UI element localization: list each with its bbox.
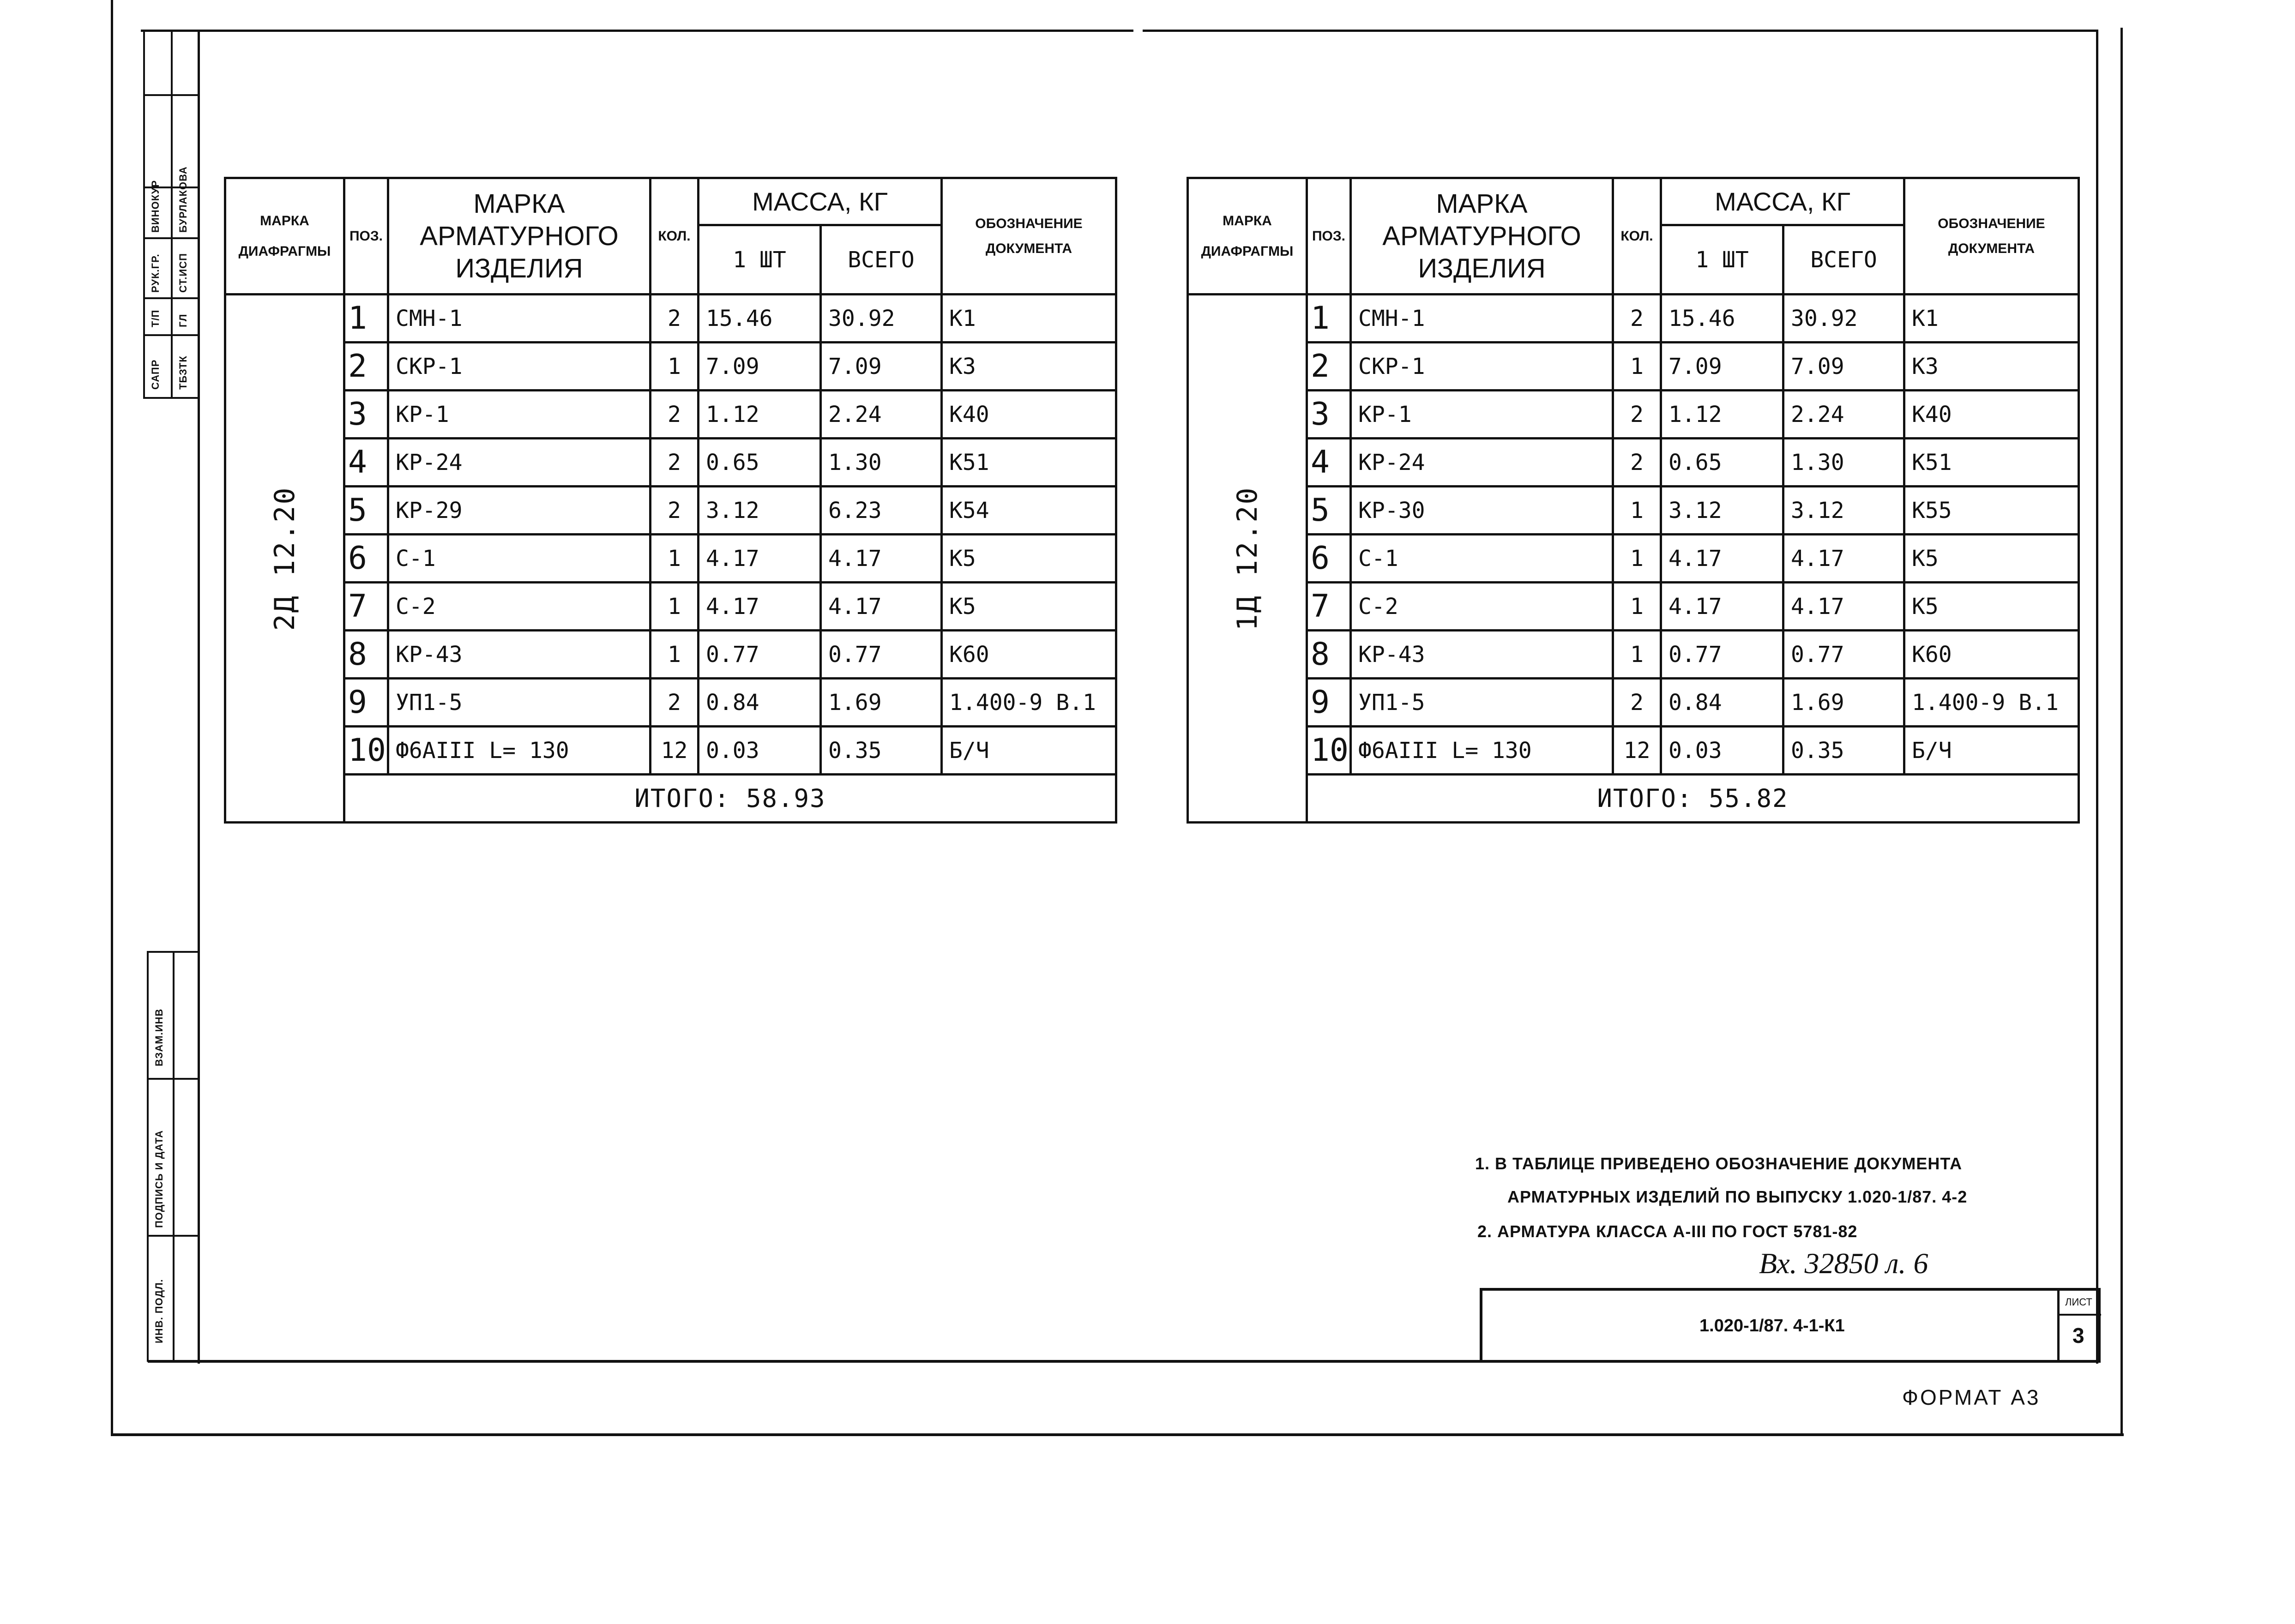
stamp-bottom — [147, 951, 199, 1362]
position-number: 1 — [344, 295, 388, 343]
sheet-label: ЛИСТ — [2065, 1296, 2092, 1308]
position-number: 1 — [1307, 295, 1351, 343]
mass-total: 1.30 — [821, 439, 942, 487]
item-mark: КР-43 — [1351, 631, 1613, 679]
document-ref: Б/Ч — [1904, 727, 2079, 775]
stamp-top — [143, 30, 199, 399]
mass-total: 2.24 — [1783, 391, 1904, 439]
mass-one: 7.09 — [1661, 343, 1783, 391]
header-marka-diafragmy: МАРКА ДИАФРАГМЫ — [225, 178, 344, 295]
position-number: 4 — [344, 439, 388, 487]
item-mark: КР-24 — [1351, 439, 1613, 487]
frame-bottom-outer — [111, 1433, 2124, 1436]
table-row — [225, 583, 1116, 631]
stamp-tp: Т/П — [150, 309, 161, 327]
format-label: ФОРМАТ А3 — [1902, 1385, 2041, 1409]
document-ref: К54 — [942, 487, 1116, 535]
mass-total: 4.17 — [821, 535, 942, 583]
header-pos: ПОЗ. — [344, 178, 388, 295]
mass-total: 0.35 — [821, 727, 942, 775]
item-mark: УП1-5 — [388, 679, 651, 727]
mass-one: 0.65 — [699, 439, 821, 487]
mass-total: 30.92 — [821, 295, 942, 343]
item-mark: С-2 — [1351, 583, 1613, 631]
rows-right — [1188, 295, 2079, 823]
position-number: 8 — [344, 631, 388, 679]
document-ref: К60 — [1904, 631, 2079, 679]
item-mark: КР-29 — [388, 487, 651, 535]
header-total: ВСЕГО — [1783, 225, 1904, 295]
table-row — [1188, 295, 2079, 343]
mass-total: 4.17 — [821, 583, 942, 631]
table-row — [225, 631, 1116, 679]
mass-one: 7.09 — [699, 343, 821, 391]
document-ref: 1.400-9 В.1 — [1904, 679, 2079, 727]
frame-top-left — [141, 30, 1133, 32]
mass-one: 0.84 — [1661, 679, 1783, 727]
header-massa: МАССА, КГ — [699, 178, 942, 225]
frame-right-inner — [2096, 30, 2098, 1364]
table-row — [225, 391, 1116, 439]
table-row — [225, 343, 1116, 391]
quantity: 1 — [1613, 583, 1661, 631]
mass-one: 1.12 — [1661, 391, 1783, 439]
table-row — [1188, 439, 2079, 487]
item-mark: КР-1 — [1351, 391, 1613, 439]
rows-left — [225, 295, 1116, 823]
stamp-podpis-data: ПОДПИСЬ И ДАТА — [153, 1130, 165, 1228]
document-ref: К1 — [1904, 295, 2079, 343]
position-number: 10 — [1307, 727, 1351, 775]
mass-one: 4.17 — [699, 583, 821, 631]
total-mass: ИТОГО: 58.93 — [344, 775, 1116, 823]
quantity: 2 — [1613, 295, 1661, 343]
document-ref: 1.400-9 В.1 — [942, 679, 1116, 727]
table-row — [1188, 391, 2079, 439]
quantity: 2 — [651, 295, 699, 343]
mass-total: 1.69 — [1783, 679, 1904, 727]
document-ref: К5 — [1904, 583, 2079, 631]
diaphragm-mark: 1Д 12.20 — [1231, 486, 1264, 631]
item-mark: С-1 — [388, 535, 651, 583]
header-marka-izdeliya: МАРКА АРМАТУРНОГО ИЗДЕЛИЯ — [388, 178, 651, 295]
mass-one: 15.46 — [1661, 295, 1783, 343]
mass-total: 0.77 — [1783, 631, 1904, 679]
item-mark: УП1-5 — [1351, 679, 1613, 727]
header-one: 1 ШТ — [1661, 225, 1783, 295]
header-marka-izdeliya: МАРКА АРМАТУРНОГО ИЗДЕЛИЯ — [1351, 178, 1613, 295]
diaphragm-mark-cell — [1188, 295, 1307, 823]
quantity: 2 — [651, 439, 699, 487]
item-mark: С-2 — [388, 583, 651, 631]
stamp-vzam-inv: ВЗАМ.ИНВ — [153, 1008, 165, 1066]
stamp-burlakova: БУРЛАКОВА — [177, 166, 189, 233]
frame-left-outer — [111, 0, 113, 1436]
mass-total: 6.23 — [821, 487, 942, 535]
note-2: 2. АРМАТУРА КЛАССА А-III ПО ГОСТ 5781-82 — [1477, 1222, 1858, 1241]
table-row — [1188, 487, 2079, 535]
mass-one: 3.12 — [1661, 487, 1783, 535]
item-mark: Ф6АIII L= 130 — [388, 727, 651, 775]
position-number: 5 — [344, 487, 388, 535]
table-row — [1188, 631, 2079, 679]
item-mark: Ф6АIII L= 130 — [1351, 727, 1613, 775]
mass-total: 3.12 — [1783, 487, 1904, 535]
position-number: 4 — [1307, 439, 1351, 487]
quantity: 1 — [1613, 343, 1661, 391]
item-mark: СКР-1 — [388, 343, 651, 391]
header-kol: КОЛ. — [651, 178, 699, 295]
item-mark: КР-24 — [388, 439, 651, 487]
stamp-ruk-gr: РУК.ГР. — [150, 253, 161, 293]
item-mark: СКР-1 — [1351, 343, 1613, 391]
position-number: 5 — [1307, 487, 1351, 535]
header-doc: ОБОЗНАЧЕНИЕ ДОКУМЕНТА — [1904, 178, 2079, 295]
mass-total: 2.24 — [821, 391, 942, 439]
total-mass: ИТОГО: 55.82 — [1307, 775, 2079, 823]
mass-total: 7.09 — [821, 343, 942, 391]
quantity: 1 — [651, 583, 699, 631]
mass-one: 4.17 — [1661, 535, 1783, 583]
table-row — [1188, 583, 2079, 631]
document-ref: К60 — [942, 631, 1116, 679]
mass-total: 4.17 — [1783, 583, 1904, 631]
mass-total: 4.17 — [1783, 535, 1904, 583]
document-ref: К3 — [1904, 343, 2079, 391]
stamp-sapr: САПР — [150, 359, 161, 390]
document-ref: К51 — [1904, 439, 2079, 487]
total-row — [225, 775, 1116, 823]
table-row — [225, 487, 1116, 535]
mass-one: 15.46 — [699, 295, 821, 343]
mass-one: 1.12 — [699, 391, 821, 439]
note-1-cont: АРМАТУРНЫХ ИЗДЕЛИЙ ПО ВЫПУСКУ 1.020-1/87. 4-2 — [1507, 1187, 1968, 1206]
quantity: 12 — [651, 727, 699, 775]
header-marka-diafragmy: МАРКА ДИАФРАГМЫ — [1188, 178, 1307, 295]
document-code: 1.020-1/87. 4-1-К1 — [1699, 1316, 1845, 1335]
position-number: 7 — [1307, 583, 1351, 631]
stamp-inv-podl: ИНВ. ПОДЛ. — [153, 1279, 165, 1343]
stamp-st-isp: СТ.ИСП — [177, 253, 189, 293]
header-kol: КОЛ. — [1613, 178, 1661, 295]
frame-top-right — [1143, 30, 2098, 32]
mass-total: 30.92 — [1783, 295, 1904, 343]
mass-total: 1.69 — [821, 679, 942, 727]
quantity: 2 — [651, 679, 699, 727]
diaphragm-mark-cell — [225, 295, 344, 823]
table-row — [225, 679, 1116, 727]
item-mark: КР-30 — [1351, 487, 1613, 535]
document-ref: К40 — [1904, 391, 2079, 439]
mass-one: 0.84 — [699, 679, 821, 727]
header-total: ВСЕГО — [821, 225, 942, 295]
stamp-gl: ГЛ — [177, 313, 189, 327]
table-row — [225, 295, 1116, 343]
item-mark: КР-1 — [388, 391, 651, 439]
frame-right-outer — [2120, 28, 2123, 1436]
document-ref: К1 — [942, 295, 1116, 343]
item-mark: СМН-1 — [388, 295, 651, 343]
position-number: 7 — [344, 583, 388, 631]
stamp-tbztk: ТБЗТК — [177, 355, 189, 390]
quantity: 1 — [1613, 535, 1661, 583]
diaphragm-mark: 2Д 12.20 — [268, 486, 301, 631]
spec-table-left — [224, 177, 1117, 824]
quantity: 1 — [651, 343, 699, 391]
quantity: 1 — [1613, 487, 1661, 535]
position-number: 2 — [344, 343, 388, 391]
header-pos: ПОЗ. — [1307, 178, 1351, 295]
quantity: 2 — [651, 391, 699, 439]
position-number: 6 — [1307, 535, 1351, 583]
table-row — [1188, 727, 2079, 775]
item-mark: КР-43 — [388, 631, 651, 679]
document-ref: К40 — [942, 391, 1116, 439]
table-row — [225, 535, 1116, 583]
stamp-vinokur: ВИНОКУР — [150, 180, 161, 233]
document-ref: К5 — [942, 535, 1116, 583]
mass-total: 0.77 — [821, 631, 942, 679]
position-number: 8 — [1307, 631, 1351, 679]
table-row — [1188, 343, 2079, 391]
document-ref: К3 — [942, 343, 1116, 391]
mass-one: 0.03 — [699, 727, 821, 775]
title-block — [1480, 1288, 2101, 1363]
item-mark: С-1 — [1351, 535, 1613, 583]
mass-one: 3.12 — [699, 487, 821, 535]
mass-one: 0.03 — [1661, 727, 1783, 775]
quantity: 1 — [651, 631, 699, 679]
position-number: 6 — [344, 535, 388, 583]
document-ref: К5 — [942, 583, 1116, 631]
table-row — [1188, 535, 2079, 583]
header-one: 1 ШТ — [699, 225, 821, 295]
mass-one: 0.65 — [1661, 439, 1783, 487]
header-massa: МАССА, КГ — [1661, 178, 1904, 225]
quantity: 2 — [651, 487, 699, 535]
mass-one: 0.77 — [1661, 631, 1783, 679]
note-1: 1. В ТАБЛИЦЕ ПРИВЕДЕНО ОБОЗНАЧЕНИЕ ДОКУМЕНТА — [1475, 1154, 1963, 1173]
mass-one: 4.17 — [699, 535, 821, 583]
position-number: 10 — [344, 727, 388, 775]
position-number: 9 — [1307, 679, 1351, 727]
table-row — [225, 727, 1116, 775]
mass-total: 7.09 — [1783, 343, 1904, 391]
quantity: 2 — [1613, 679, 1661, 727]
spec-table-right — [1187, 177, 2080, 824]
quantity: 2 — [1613, 439, 1661, 487]
document-ref: Б/Ч — [942, 727, 1116, 775]
quantity: 2 — [1613, 391, 1661, 439]
document-ref: К55 — [1904, 487, 2079, 535]
mass-total: 0.35 — [1783, 727, 1904, 775]
document-ref: К51 — [942, 439, 1116, 487]
quantity: 1 — [1613, 631, 1661, 679]
mass-total: 1.30 — [1783, 439, 1904, 487]
position-number: 3 — [1307, 391, 1351, 439]
total-row — [1188, 775, 2079, 823]
position-number: 2 — [1307, 343, 1351, 391]
position-number: 3 — [344, 391, 388, 439]
header-doc: ОБОЗНАЧЕНИЕ ДОКУМЕНТА — [942, 178, 1116, 295]
quantity: 12 — [1613, 727, 1661, 775]
mass-one: 0.77 — [699, 631, 821, 679]
position-number: 9 — [344, 679, 388, 727]
document-ref: К5 — [1904, 535, 2079, 583]
sheet-number: 3 — [2072, 1323, 2084, 1347]
item-mark: СМН-1 — [1351, 295, 1613, 343]
quantity: 1 — [651, 535, 699, 583]
table-row — [1188, 679, 2079, 727]
table-row — [225, 439, 1116, 487]
incoming-registration: Вх. 32850 л. 6 — [1759, 1247, 1928, 1280]
mass-one: 4.17 — [1661, 583, 1783, 631]
